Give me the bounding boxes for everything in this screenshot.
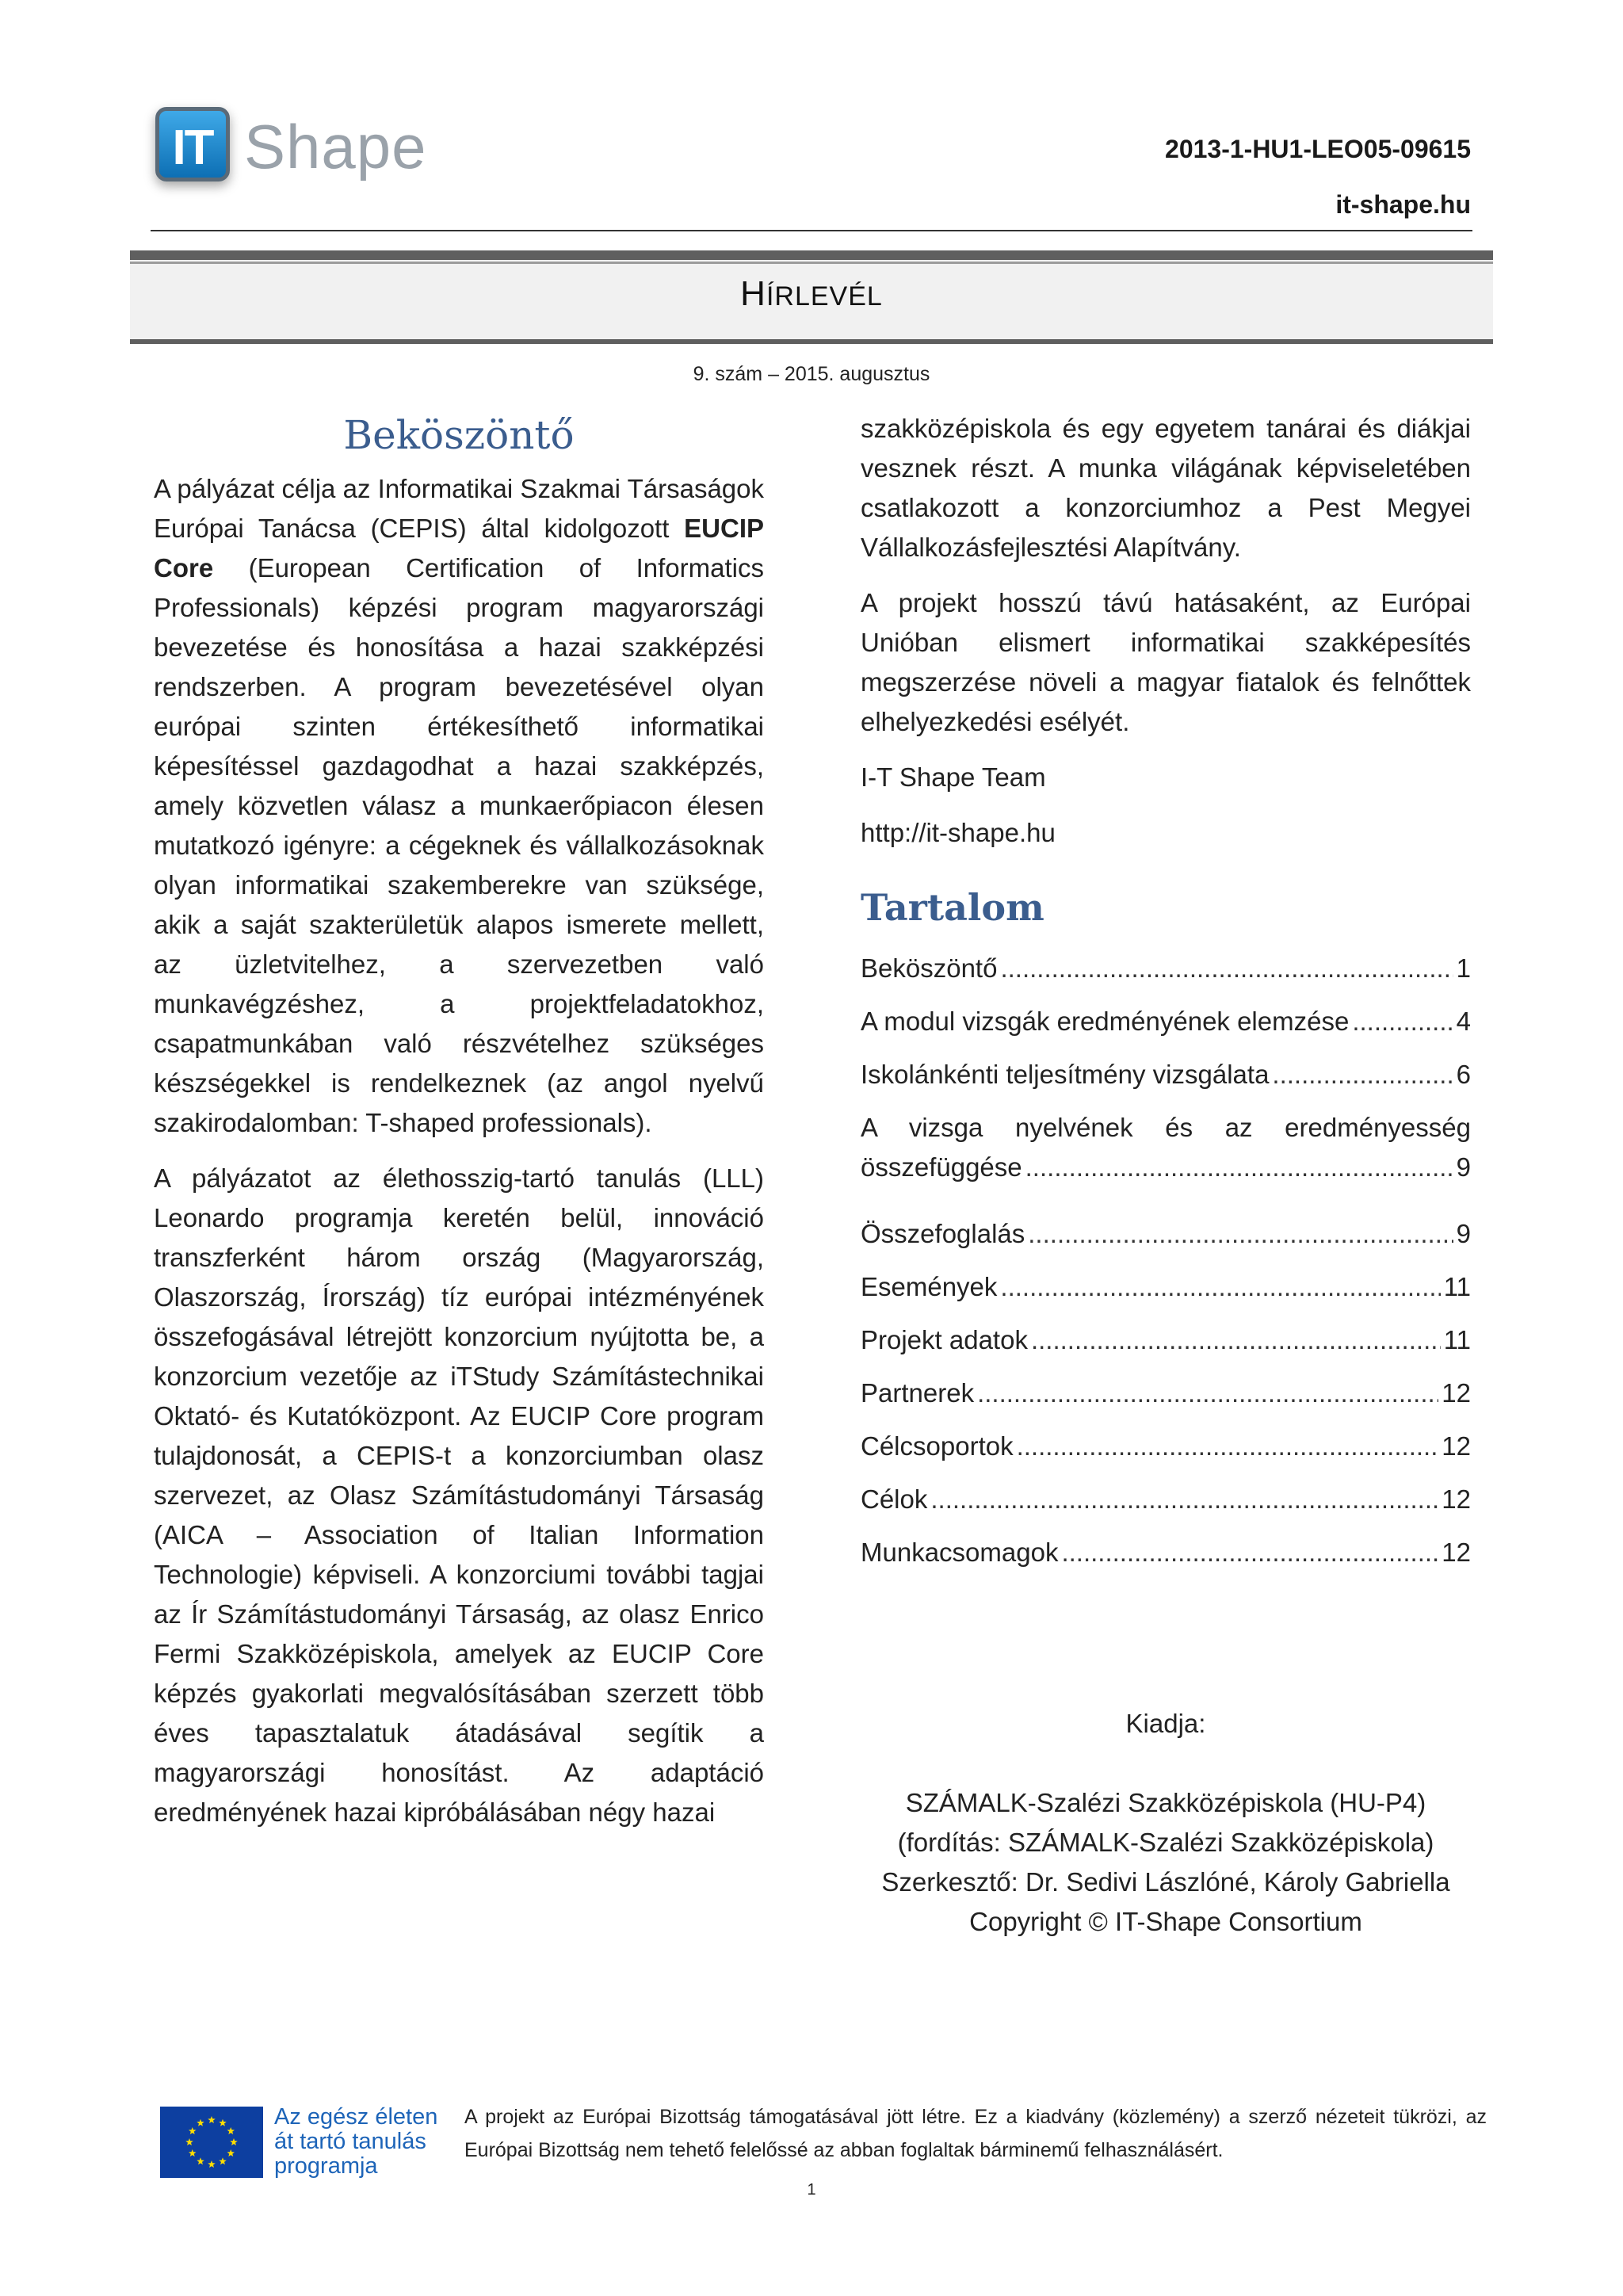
toc-leader (1000, 949, 1453, 988)
toc-item-title: Iskolánkénti teljesítmény vizsgálata (861, 1060, 1270, 1089)
banner-inner-rule (130, 262, 1493, 264)
toc-item-page: 9 (1456, 1219, 1471, 1248)
publisher-editors: Szerkesztő: Dr. Sedivi Lászlóné, Károly Gabriella (881, 1867, 1450, 1897)
programme-line-1: Az egész életen (274, 2104, 438, 2130)
issue-line: 9. szám – 2015. augusztus (693, 363, 930, 385)
toc-item-title-line1: A vizsga nyelvének és az eredményesség (861, 1113, 1471, 1142)
toc-leader (1000, 1267, 1440, 1307)
toc-item[interactable] (861, 1360, 1471, 1413)
toc-item-page: 11 (1443, 1325, 1471, 1354)
toc-item-page: 12 (1442, 1538, 1471, 1567)
toc-item-page: 6 (1456, 1060, 1471, 1089)
intro-title: Beköszöntő (343, 412, 575, 458)
toc-leader (1272, 1055, 1453, 1095)
intro-paragraph-1 (154, 469, 764, 1143)
publisher-block (861, 1704, 1471, 1942)
toc-item-title: Beköszöntő (861, 953, 998, 983)
toc-leader (1061, 1533, 1438, 1572)
toc-item-title-line2: összefüggése (861, 1152, 1022, 1182)
toc-leader (1031, 1320, 1441, 1360)
publisher-label: Kiadja: (1125, 1709, 1206, 1738)
intro-p1-pre: A pályázat célja az Informatikai Szakmai Társaságok Európai Tanácsa (CEPIS) által kidolgozott (154, 474, 764, 543)
left-column (154, 412, 764, 1848)
toc-item[interactable] (861, 988, 1471, 1041)
toc-item-page: 11 (1443, 1272, 1471, 1301)
toc-item-page: 12 (1442, 1484, 1471, 1514)
project-url[interactable]: http://it-shape.hu (861, 818, 1056, 847)
programme-line-3: programja (274, 2153, 378, 2179)
toc-item[interactable] (861, 935, 1471, 988)
toc-item-page: 12 (1442, 1378, 1471, 1408)
publisher-line-2: (fordítás: SZÁMALK-Szalézi Szakközépiskola) (897, 1828, 1434, 1857)
it-logo-mark: IT (155, 107, 230, 181)
eu-flag-icon (160, 2107, 263, 2178)
toc-item[interactable] (861, 1041, 1471, 1095)
right-column (861, 409, 1471, 1572)
toc-item[interactable] (861, 1108, 1471, 1187)
toc-item[interactable] (861, 1413, 1471, 1466)
copyright-notice: Copyright © IT-Shape Consortium (969, 1907, 1362, 1936)
intro-p1-post: (European Certification of Informatics Professionals) képzési program magyarországi bevezetése és honosítása a hazai szakképzési rendszerben. A program bevezetésével olyan európai szinten értékesíthető informatikai képesítéssel gazdagodhat a hazai szakképzés, amely közvetlen válasz a munkaerőpiacon élesen mutatkozó igényre: a cégeknek és vállalkozásoknak olyan informatikai szakemberekre van szüksége, akik a saját szakterületük alapos ismerete mellett, az üzletvitelhez, a szervezetben való munkavégzéshez, a projektfeladatokhoz, csapatmunkában való részvételhez szükséges készségekkel is rendelkeznek (az angol nyelvű szakirodalomban: T-shaped professionals). (154, 553, 764, 1137)
intro-paragraph-2: A pályázatot az élethosszig-tartó tanulás (LLL) Leonardo programja keretén belül, innováció transzferként három ország (Magyarország, Olaszország, Írország) tíz európai intézményének összefogásával létrejött konzorcium nyújtotta be, a konzorcium vezetője az iTStudy Számítástechnikai Oktató- és Kutatóközpont. Az EUCIP Core program tulajdonosát, a CEPIS-t a konzorciumban olasz szervezet, az Olasz Számítástudományi Társaság (AICA – Association of Italian Information Technologie) képviseli. A konzorciumi további tagjai az Ír Számítástudományi Társaság, az olasz Enrico Fermi Szakközépiskola, amelyek az EUCIP Core képzés gyakorlati megvalósításában szerzett több éves tapasztalatuk átadásával segítik a magyarországi honosítást. Az adaptáció eredményének hazai kipróbálásában négy hazai (154, 1163, 764, 1827)
header-divider (151, 230, 1472, 231)
toc-leader (1028, 1214, 1453, 1254)
project-code: 2013-1-HU1-LEO05-09615 (1165, 135, 1471, 163)
lifelong-learning-programme-logo (274, 2105, 437, 2179)
intro-paragraph-2-continued: szakközépiskola és egy egyetem tanárai és diákjai vesznek részt. A munka világának képviseletében csatlakozott a konzorciumhoz a Pest Megyei Vállalkozásfejlesztési Alapítvány. (861, 414, 1471, 562)
eu-disclaimer: A projekt az Európai Bizottság támogatásával jött létre. Ez a kiadvány (közlemény) a szerző nézeteit tükrözi, az Európai Bizottság nem tehető felelőssé az abban foglaltak bárminemű felhasználásért. (464, 2106, 1487, 2161)
eucip-core-term: EUCIP Core (154, 514, 764, 583)
toc-leader (1352, 1002, 1453, 1041)
toc-item[interactable] (861, 1201, 1471, 1254)
toc-item-page: 9 (1456, 1152, 1471, 1182)
page-number: 1 (807, 2181, 816, 2199)
table-of-contents (861, 935, 1471, 1572)
toc-leader (1025, 1148, 1453, 1187)
toc-title: Tartalom (861, 886, 1044, 929)
team-signature: I-T Shape Team (861, 762, 1046, 792)
toc-item-page: 12 (1442, 1431, 1471, 1461)
logo-wordmark: Shape (244, 112, 427, 181)
toc-leader (1017, 1427, 1439, 1466)
toc-item[interactable] (861, 1307, 1471, 1360)
toc-item[interactable] (861, 1519, 1471, 1572)
toc-item-title: Összefoglalás (861, 1219, 1025, 1248)
title-rest: ÍRLEVÉL (766, 281, 883, 311)
toc-item-title: Munkacsomagok (861, 1538, 1059, 1567)
toc-leader (977, 1373, 1438, 1413)
toc-item-title: A modul vizsgák eredményének elemzése (861, 1007, 1350, 1036)
toc-item-title: Célok (861, 1484, 928, 1514)
newsletter-title (130, 274, 1493, 314)
toc-item-title: Partnerek (861, 1378, 975, 1408)
toc-item-page: 4 (1456, 1007, 1471, 1036)
website-link[interactable]: it-shape.hu (1335, 190, 1471, 219)
toc-item-title: Események (861, 1272, 998, 1301)
toc-item-title: Projekt adatok (861, 1325, 1028, 1354)
intro-paragraph-3: A projekt hosszú távú hatásaként, az Európai Unióban elismert informatikai szakképesítés megszerzése növeli a magyar fiatalok és felnőttek elhelyezkedési esélyét. (861, 588, 1471, 736)
toc-item-page: 1 (1456, 953, 1471, 983)
toc-item[interactable] (861, 1254, 1471, 1307)
programme-line-2: át tartó tanulás (274, 2129, 426, 2154)
publisher-line-1: SZÁMALK-Szalézi Szakközépiskola (HU-P4) (905, 1788, 1426, 1817)
eu-stars-icon (160, 2107, 263, 2178)
title-initial: H (740, 274, 766, 313)
toc-item-title: Célcsoportok (861, 1431, 1014, 1461)
toc-leader (930, 1480, 1438, 1519)
toc-item[interactable] (861, 1466, 1471, 1519)
